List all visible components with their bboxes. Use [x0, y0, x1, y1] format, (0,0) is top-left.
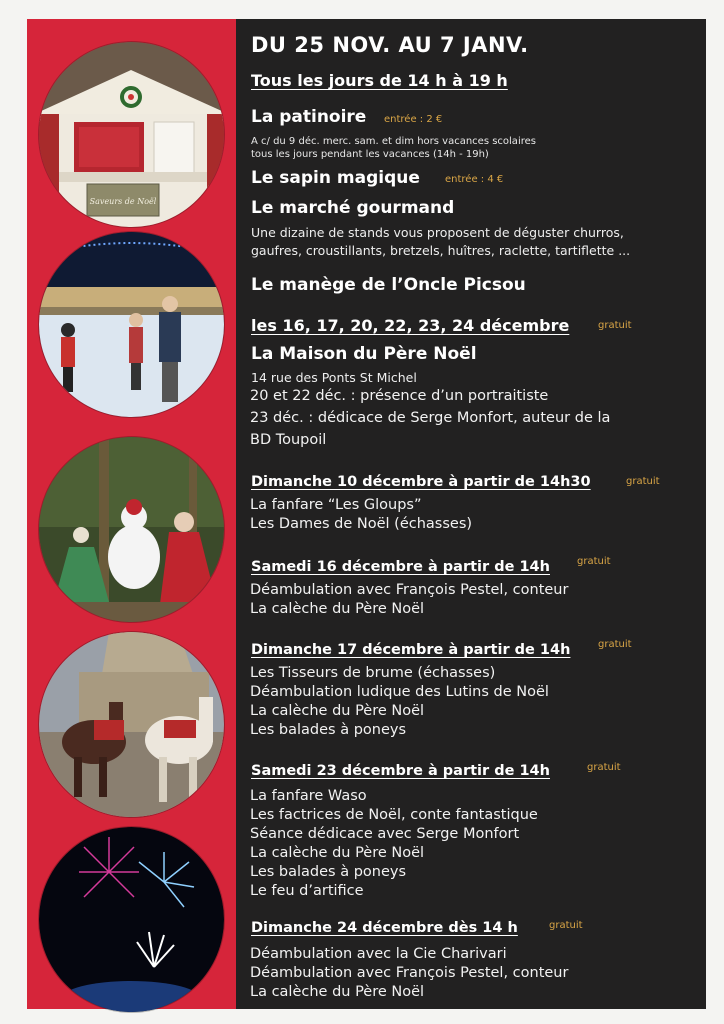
manege-title: Le manège de l’Oncle Picsou: [251, 275, 526, 295]
event-heading: Dimanche 24 décembre dès 14 h: [251, 920, 518, 936]
sapin-price: entrée : 4 €: [445, 174, 504, 185]
event-gratuit: gratuit: [577, 556, 611, 567]
patinoire-price: entrée : 2 €: [384, 114, 443, 125]
event-gratuit: gratuit: [587, 762, 621, 773]
dates-title: DU 25 NOV. AU 7 JANV.: [251, 33, 529, 57]
event-item: La calèche du Père Noël: [250, 845, 425, 861]
daily-hours: Tous les jours de 14 h à 19 h: [251, 71, 508, 90]
chalet-photo: [39, 42, 224, 227]
event-item: Les balades à poneys: [250, 864, 407, 880]
maison-line3: BD Toupoil: [250, 432, 327, 448]
maison-title: La Maison du Père Noël: [251, 344, 477, 364]
maison-dates: les 16, 17, 20, 22, 23, 24 décembre: [251, 316, 570, 335]
maison-gratuit: gratuit: [598, 320, 632, 331]
maison-line2: 23 déc. : dédicace de Serge Monfort, auteur de la: [250, 410, 611, 426]
fireworks-photo: [39, 827, 224, 1012]
event-item: La fanfare Waso: [250, 788, 367, 804]
ice-rink-photo: [39, 232, 224, 417]
event-heading: Samedi 23 décembre à partir de 14h: [251, 763, 550, 779]
event-gratuit: gratuit: [626, 476, 660, 487]
event-item: La calèche du Père Noël: [250, 703, 425, 719]
event-item: Séance dédicace avec Serge Monfort: [250, 826, 520, 842]
event-item: Les balades à poneys: [250, 722, 407, 738]
event-gratuit: gratuit: [549, 920, 583, 931]
patinoire-line1: A c/ du 9 déc. merc. sam. et dim hors vacances scolaires: [251, 136, 536, 147]
event-item: Déambulation avec François Pestel, conteur: [250, 965, 569, 981]
event-item: Déambulation avec François Pestel, conteur: [250, 582, 569, 598]
program-panel: [236, 19, 706, 1009]
sapin-title: Le sapin magique: [251, 168, 420, 188]
event-item: Le feu d’artifice: [250, 883, 364, 899]
event-heading: Dimanche 10 décembre à partir de 14h30: [251, 474, 591, 490]
marche-line2: gaufres, croustillants, bretzels, huîtres, raclette, tartiflette ...: [251, 243, 631, 258]
event-item: La calèche du Père Noël: [250, 601, 425, 617]
event-item: Déambulation ludique des Lutins de Noël: [250, 684, 549, 700]
patinoire-title: La patinoire: [251, 107, 367, 127]
event-item: La calèche du Père Noël: [250, 984, 425, 1000]
flyer: [27, 19, 706, 1009]
costumes-photo: [39, 437, 224, 622]
chalet-sign: Saveurs de Noël: [89, 197, 157, 206]
event-heading: Samedi 16 décembre à partir de 14h: [251, 559, 550, 575]
maison-line1: 20 et 22 déc. : présence d’un portraitiste: [250, 388, 549, 404]
event-gratuit: gratuit: [598, 639, 632, 650]
event-heading: Dimanche 17 décembre à partir de 14h: [251, 642, 571, 658]
event-item: Les Dames de Noël (échasses): [250, 516, 473, 532]
horses-photo: [39, 632, 224, 817]
marche-title: Le marché gourmand: [251, 198, 455, 218]
marche-line1: Une dizaine de stands vous proposent de déguster churros,: [251, 225, 624, 240]
red-sidebar: [27, 19, 236, 1009]
event-item: Déambulation avec la Cie Charivari: [250, 946, 507, 962]
maison-address: 14 rue des Ponts St Michel: [251, 370, 417, 385]
event-item: La fanfare “Les Gloups”: [250, 497, 422, 513]
event-item: Les Tisseurs de brume (échasses): [250, 665, 496, 681]
patinoire-line2: tous les jours pendant les vacances (14h - 19h): [251, 149, 489, 160]
event-item: Les factrices de Noël, conte fantastique: [250, 807, 538, 823]
